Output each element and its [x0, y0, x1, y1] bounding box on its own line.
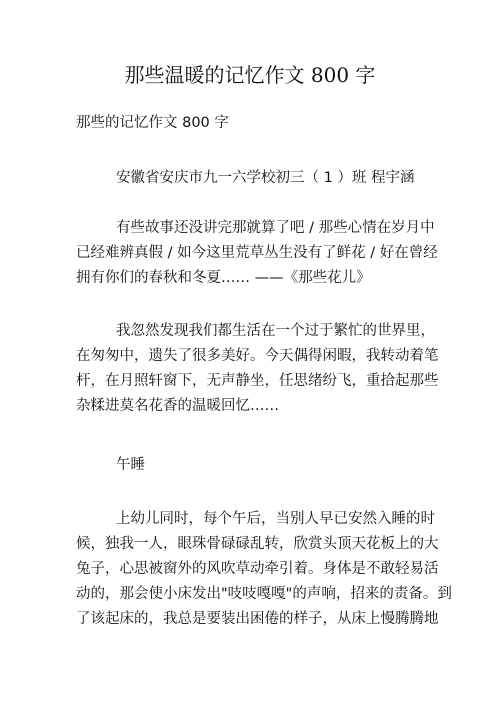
paragraph-3-line: 动的，那会使小床发出"吱吱嘎嘎"的声响，招来的责备。到: [76, 586, 452, 602]
document-subheading: 那些的记忆作文 800 字: [76, 115, 229, 131]
document-title: 那些温暖的记忆作文 800 字: [124, 63, 376, 87]
section-title: 午睡: [116, 457, 145, 473]
paragraph-2-line: 在匆匆中，遗失了很多美好。今天偶得闲暇，我转动着笔: [76, 348, 439, 364]
paragraph-3-line: 了该起床的，我总是要装出困倦的样子，从床上慢腾腾地: [76, 611, 439, 627]
paragraph-2-line: 杆，在月照轩窗下，无声静坐，任思绪纷飞，重拾起那些: [76, 373, 439, 389]
paragraph-1-line: 已经难辨真假 / 如今这里荒草丛生没有了鲜花 / 好在曾经: [76, 245, 438, 261]
paragraph-2-line: 杂糅进莫名花香的温暖回忆……: [76, 398, 279, 414]
paragraph-2: [76, 319, 439, 419]
paragraph-1: [76, 216, 438, 291]
paragraph-3: [76, 507, 452, 632]
paragraph-1-line: 有些故事还没讲完那就算了吧 / 那些心情在岁月中: [116, 220, 435, 236]
paragraph-3-line: 兔子，心思被窗外的风吹草动牵引着。身体是不敢轻易活: [76, 561, 439, 577]
paragraph-2-line: 我忽然发现我们都生活在一个过于繁忙的世界里，: [116, 323, 435, 339]
author-line: 安徽省安庆市九一六学校初三（ 1 ）班 程宇涵: [116, 170, 415, 186]
paragraph-3-line: 候，独我一人，眼珠骨碌碌乱转，欣赏头顶天花板上的大: [76, 536, 439, 552]
paragraph-3-line: 上幼儿同时，每个午后，当别人早已安然入睡的时: [116, 511, 435, 527]
paragraph-1-line: 拥有你们的春秋和冬夏…… ——《那些花儿》: [76, 270, 371, 286]
